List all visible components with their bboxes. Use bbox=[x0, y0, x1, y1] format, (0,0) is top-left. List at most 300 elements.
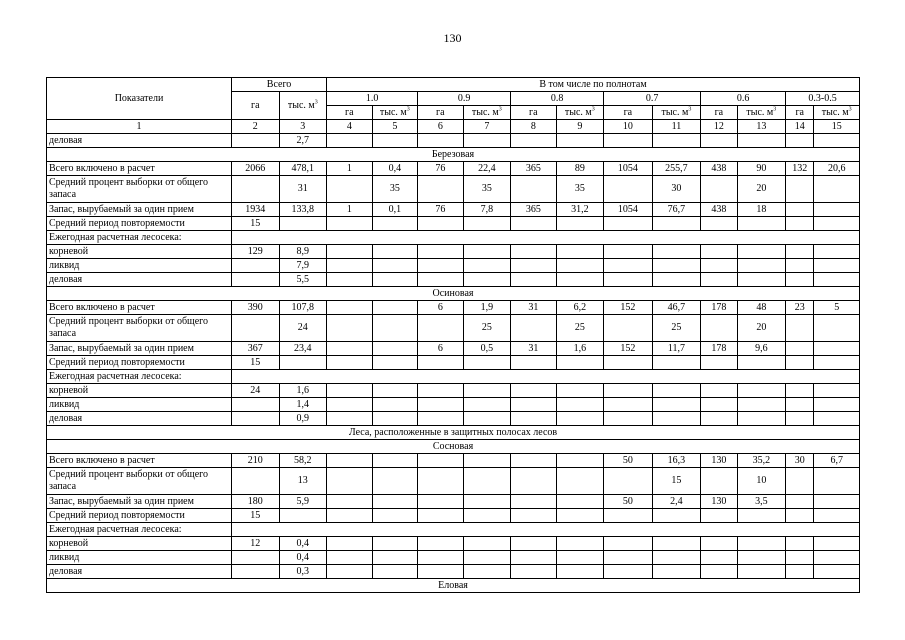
header-by-density: В том числе по полнотам bbox=[327, 78, 860, 92]
table-cell bbox=[327, 537, 373, 551]
table-cell bbox=[511, 384, 557, 398]
table-cell: 22,4 bbox=[463, 162, 511, 176]
table-cell bbox=[327, 398, 373, 412]
table-cell bbox=[786, 342, 814, 356]
table-row bbox=[47, 162, 860, 176]
table-cell: 25 bbox=[463, 315, 511, 342]
table-cell bbox=[463, 551, 511, 565]
section-header-row bbox=[47, 287, 860, 301]
table-cell bbox=[232, 273, 280, 287]
table-cell: 31 bbox=[511, 301, 557, 315]
column-number: 11 bbox=[652, 120, 701, 134]
table-cell bbox=[511, 217, 557, 231]
table-cell bbox=[327, 301, 373, 315]
table-cell: 24 bbox=[232, 384, 280, 398]
table-row bbox=[47, 412, 860, 426]
table-cell bbox=[737, 356, 786, 370]
table-cell bbox=[556, 273, 604, 287]
table-cell: 25 bbox=[556, 315, 604, 342]
table-cell bbox=[556, 412, 604, 426]
table-cell bbox=[604, 398, 653, 412]
table-cell: 76 bbox=[418, 203, 464, 217]
section-header-row bbox=[47, 440, 860, 454]
table-cell: 58,2 bbox=[279, 454, 327, 468]
table-row bbox=[47, 551, 860, 565]
table-cell bbox=[511, 468, 557, 495]
header-unit-ha: га bbox=[327, 106, 373, 120]
table-cell: 3,5 bbox=[737, 495, 786, 509]
table-cell bbox=[786, 203, 814, 217]
table-cell: 10 bbox=[737, 468, 786, 495]
table-cell bbox=[463, 273, 511, 287]
table-cell: 48 bbox=[737, 301, 786, 315]
table-cell bbox=[652, 537, 701, 551]
table-cell bbox=[418, 134, 464, 148]
table-cell: 0,1 bbox=[372, 203, 418, 217]
table-cell bbox=[418, 468, 464, 495]
table-cell: 478,1 bbox=[279, 162, 327, 176]
table-cell bbox=[418, 537, 464, 551]
section-title: Сосновая bbox=[47, 440, 860, 454]
table-cell bbox=[327, 565, 373, 579]
data-table bbox=[46, 77, 860, 593]
table-cell bbox=[652, 384, 701, 398]
table-cell: 178 bbox=[701, 301, 737, 315]
page-number: 130 bbox=[443, 31, 462, 45]
table-cell bbox=[556, 134, 604, 148]
table-cell bbox=[418, 565, 464, 579]
table-cell bbox=[652, 273, 701, 287]
table-cell bbox=[418, 551, 464, 565]
table-cell bbox=[556, 537, 604, 551]
table-cell bbox=[737, 217, 786, 231]
table-cell bbox=[556, 356, 604, 370]
table-cell bbox=[372, 259, 418, 273]
table-cell bbox=[814, 551, 860, 565]
table-cell: 6 bbox=[418, 301, 464, 315]
table-cell bbox=[327, 384, 373, 398]
table-cell bbox=[604, 356, 653, 370]
table-cell bbox=[701, 551, 737, 565]
header-density-2: 0.9 bbox=[418, 92, 511, 106]
table-cell bbox=[701, 384, 737, 398]
table-cell bbox=[279, 509, 327, 523]
table-cell bbox=[786, 509, 814, 523]
table-cell bbox=[737, 245, 786, 259]
table-cell: 76,7 bbox=[652, 203, 701, 217]
table-cell bbox=[652, 217, 701, 231]
table-cell bbox=[604, 273, 653, 287]
table-cell bbox=[418, 259, 464, 273]
table-cell bbox=[327, 509, 373, 523]
table-cell bbox=[737, 398, 786, 412]
table-cell bbox=[786, 565, 814, 579]
table-cell bbox=[463, 217, 511, 231]
table-cell bbox=[786, 315, 814, 342]
table-cell: 15 bbox=[652, 468, 701, 495]
row-label: корневой bbox=[47, 537, 232, 551]
table-cell bbox=[556, 454, 604, 468]
row-label: Всего включено в расчет bbox=[47, 454, 232, 468]
row-label: Ежегодная расчетная лесосека: bbox=[47, 523, 232, 537]
table-cell bbox=[463, 412, 511, 426]
table-cell bbox=[814, 412, 860, 426]
table-cell bbox=[372, 468, 418, 495]
table-cell bbox=[511, 412, 557, 426]
table-cell bbox=[511, 495, 557, 509]
table-cell bbox=[786, 537, 814, 551]
table-cell bbox=[372, 217, 418, 231]
data-table-container bbox=[46, 77, 860, 593]
table-cell bbox=[604, 245, 653, 259]
table-row bbox=[47, 203, 860, 217]
table-cell bbox=[418, 217, 464, 231]
table-cell: 438 bbox=[701, 203, 737, 217]
table-cell bbox=[652, 259, 701, 273]
table-cell bbox=[786, 412, 814, 426]
table-cell: 178 bbox=[701, 342, 737, 356]
table-cell bbox=[604, 134, 653, 148]
table-cell bbox=[232, 565, 280, 579]
header-density-6: 0.3-0.5 bbox=[786, 92, 860, 106]
table-cell bbox=[418, 412, 464, 426]
table-row bbox=[47, 565, 860, 579]
column-number: 1 bbox=[47, 120, 232, 134]
table-cell bbox=[463, 245, 511, 259]
table-cell: 6,2 bbox=[556, 301, 604, 315]
header-unit-volume: тыс. $м^3$ bbox=[737, 106, 786, 120]
table-cell: 1934 bbox=[232, 203, 280, 217]
table-cell bbox=[701, 315, 737, 342]
row-label: Ежегодная расчетная лесосека: bbox=[47, 370, 232, 384]
table-cell: 367 bbox=[232, 342, 280, 356]
table-cell bbox=[463, 565, 511, 579]
column-number: 14 bbox=[786, 120, 814, 134]
table-cell: 107,8 bbox=[279, 301, 327, 315]
table-cell: 12 bbox=[232, 537, 280, 551]
table-cell bbox=[814, 384, 860, 398]
table-cell bbox=[786, 551, 814, 565]
table-row bbox=[47, 537, 860, 551]
table-cell bbox=[511, 134, 557, 148]
table-cell bbox=[372, 537, 418, 551]
table-body bbox=[47, 134, 860, 593]
table-cell bbox=[511, 176, 557, 203]
table-cell bbox=[232, 176, 280, 203]
table-cell: 0,4 bbox=[279, 551, 327, 565]
table-cell: 255,7 bbox=[652, 162, 701, 176]
table-cell bbox=[556, 245, 604, 259]
row-label: Запас, вырубаемый за один прием bbox=[47, 342, 232, 356]
header-unit-volume: тыс. $м^3$ bbox=[652, 106, 701, 120]
table-cell: 13 bbox=[279, 468, 327, 495]
header-unit-volume: тыс. $м^3$ bbox=[463, 106, 511, 120]
table-cell: 35 bbox=[463, 176, 511, 203]
table-cell bbox=[786, 384, 814, 398]
table-cell bbox=[604, 315, 653, 342]
table-cell bbox=[327, 495, 373, 509]
table-cell: 15 bbox=[232, 217, 280, 231]
row-label: деловая bbox=[47, 565, 232, 579]
table-cell bbox=[463, 537, 511, 551]
table-cell bbox=[327, 412, 373, 426]
table-cell bbox=[604, 217, 653, 231]
table-cell bbox=[511, 356, 557, 370]
section-title: Осиновая bbox=[47, 287, 860, 301]
table-cell bbox=[232, 551, 280, 565]
header-density-5: 0.6 bbox=[701, 92, 786, 106]
table-cell bbox=[372, 273, 418, 287]
table-cell bbox=[701, 259, 737, 273]
table-cell: 210 bbox=[232, 454, 280, 468]
table-cell: 35 bbox=[556, 176, 604, 203]
table-cell bbox=[814, 565, 860, 579]
header-unit-ha: га bbox=[604, 106, 653, 120]
table-header bbox=[47, 78, 860, 134]
table-cell bbox=[652, 134, 701, 148]
table-cell bbox=[232, 134, 280, 148]
table-cell bbox=[786, 273, 814, 287]
header-unit-volume: тыс. $м^3$ bbox=[814, 106, 860, 120]
table-cell bbox=[418, 356, 464, 370]
header-unit-ha: га bbox=[786, 106, 814, 120]
table-cell bbox=[372, 412, 418, 426]
header-density-1: 1.0 bbox=[327, 92, 418, 106]
table-cell: 30 bbox=[652, 176, 701, 203]
table-cell bbox=[701, 217, 737, 231]
table-cell bbox=[814, 315, 860, 342]
table-cell bbox=[701, 565, 737, 579]
table-cell bbox=[279, 217, 327, 231]
table-cell bbox=[786, 356, 814, 370]
table-cell: 31,2 bbox=[556, 203, 604, 217]
table-cell: 1 bbox=[327, 203, 373, 217]
row-label: Ежегодная расчетная лесосека: bbox=[47, 231, 232, 245]
table-cell bbox=[604, 537, 653, 551]
column-number: 10 bbox=[604, 120, 653, 134]
header-density-4: 0.7 bbox=[604, 92, 701, 106]
table-cell bbox=[372, 342, 418, 356]
table-cell: 15 bbox=[232, 356, 280, 370]
table-cell bbox=[737, 509, 786, 523]
table-cell: 31 bbox=[279, 176, 327, 203]
table-cell: 20,6 bbox=[814, 162, 860, 176]
table-row bbox=[47, 217, 860, 231]
row-label: корневой bbox=[47, 245, 232, 259]
table-cell bbox=[232, 259, 280, 273]
table-cell: 130 bbox=[701, 495, 737, 509]
table-cell bbox=[327, 217, 373, 231]
table-cell bbox=[463, 495, 511, 509]
table-cell bbox=[701, 398, 737, 412]
table-cell bbox=[701, 134, 737, 148]
section-header-row bbox=[47, 148, 860, 162]
table-cell bbox=[701, 176, 737, 203]
table-cell bbox=[737, 134, 786, 148]
table-cell: 11,7 bbox=[652, 342, 701, 356]
table-cell: 1,9 bbox=[463, 301, 511, 315]
table-cell bbox=[511, 454, 557, 468]
table-cell bbox=[327, 356, 373, 370]
table-cell: 16,3 bbox=[652, 454, 701, 468]
empty-span-cell bbox=[232, 231, 860, 245]
table-cell: 1 bbox=[327, 162, 373, 176]
table-cell bbox=[511, 273, 557, 287]
row-label: ликвид bbox=[47, 398, 232, 412]
table-row bbox=[47, 509, 860, 523]
table-cell bbox=[814, 217, 860, 231]
table-cell bbox=[372, 398, 418, 412]
table-cell bbox=[327, 134, 373, 148]
table-cell: 0,4 bbox=[279, 537, 327, 551]
empty-span-cell bbox=[232, 370, 860, 384]
column-number: 4 bbox=[327, 120, 373, 134]
table-cell bbox=[463, 454, 511, 468]
table-cell bbox=[652, 565, 701, 579]
table-cell bbox=[556, 565, 604, 579]
table-cell bbox=[786, 245, 814, 259]
table-cell bbox=[814, 342, 860, 356]
table-row bbox=[47, 384, 860, 398]
table-cell: 9,6 bbox=[737, 342, 786, 356]
table-cell bbox=[418, 273, 464, 287]
table-row bbox=[47, 468, 860, 495]
header-indicators: Показатели bbox=[47, 78, 232, 120]
table-cell bbox=[556, 217, 604, 231]
table-cell: 23,4 bbox=[279, 342, 327, 356]
table-cell: 0,3 bbox=[279, 565, 327, 579]
table-row bbox=[47, 176, 860, 203]
table-cell: 5,5 bbox=[279, 273, 327, 287]
section-title: Леса, расположенные в защитных полосах лесов bbox=[47, 426, 860, 440]
table-cell bbox=[463, 356, 511, 370]
table-cell bbox=[737, 412, 786, 426]
table-cell bbox=[652, 509, 701, 523]
table-cell: 6,7 bbox=[814, 454, 860, 468]
table-cell: 89 bbox=[556, 162, 604, 176]
table-cell bbox=[511, 259, 557, 273]
row-label: Средний период повторяемости bbox=[47, 356, 232, 370]
table-cell bbox=[556, 398, 604, 412]
table-row bbox=[47, 454, 860, 468]
table-cell bbox=[418, 398, 464, 412]
table-cell: 2,7 bbox=[279, 134, 327, 148]
column-number: 2 bbox=[232, 120, 280, 134]
table-cell: 15 bbox=[232, 509, 280, 523]
table-cell bbox=[279, 356, 327, 370]
table-cell: 46,7 bbox=[652, 301, 701, 315]
table-cell bbox=[372, 356, 418, 370]
table-cell bbox=[737, 551, 786, 565]
group-label-row bbox=[47, 523, 860, 537]
table-cell bbox=[418, 495, 464, 509]
row-label: деловая bbox=[47, 412, 232, 426]
table-cell bbox=[418, 509, 464, 523]
table-cell bbox=[372, 454, 418, 468]
row-label: Средний процент выборки от общего запаса bbox=[47, 176, 232, 203]
table-cell: 7,9 bbox=[279, 259, 327, 273]
column-number: 6 bbox=[418, 120, 464, 134]
table-cell bbox=[327, 468, 373, 495]
section-title: Березовая bbox=[47, 148, 860, 162]
table-cell bbox=[814, 273, 860, 287]
table-cell bbox=[511, 245, 557, 259]
table-cell: 133,8 bbox=[279, 203, 327, 217]
header-column-numbers-row bbox=[47, 120, 860, 134]
table-cell: 438 bbox=[701, 162, 737, 176]
table-cell: 23 bbox=[786, 301, 814, 315]
section-header-row bbox=[47, 579, 860, 593]
table-cell: 1,4 bbox=[279, 398, 327, 412]
table-cell: 1054 bbox=[604, 162, 653, 176]
table-cell bbox=[556, 259, 604, 273]
section-header-row bbox=[47, 426, 860, 440]
table-cell: 7,8 bbox=[463, 203, 511, 217]
header-unit-ha: га bbox=[701, 106, 737, 120]
table-cell bbox=[327, 342, 373, 356]
table-cell: 152 bbox=[604, 342, 653, 356]
table-cell bbox=[652, 356, 701, 370]
row-label: корневой bbox=[47, 384, 232, 398]
table-cell bbox=[418, 454, 464, 468]
table-cell bbox=[327, 176, 373, 203]
table-cell bbox=[814, 509, 860, 523]
table-cell bbox=[737, 384, 786, 398]
table-cell bbox=[327, 273, 373, 287]
table-row bbox=[47, 245, 860, 259]
group-label-row bbox=[47, 231, 860, 245]
row-label: ликвид bbox=[47, 551, 232, 565]
table-cell: 90 bbox=[737, 162, 786, 176]
table-cell: 35 bbox=[372, 176, 418, 203]
table-cell bbox=[463, 468, 511, 495]
table-cell: 5,9 bbox=[279, 495, 327, 509]
table-cell bbox=[511, 537, 557, 551]
table-cell bbox=[701, 273, 737, 287]
table-cell bbox=[232, 468, 280, 495]
table-cell: 50 bbox=[604, 495, 653, 509]
table-cell bbox=[604, 384, 653, 398]
table-cell bbox=[327, 259, 373, 273]
table-cell: 130 bbox=[701, 454, 737, 468]
section-title: Еловая bbox=[47, 579, 860, 593]
row-label: Всего включено в расчет bbox=[47, 301, 232, 315]
table-cell: 365 bbox=[511, 203, 557, 217]
column-number: 15 bbox=[814, 120, 860, 134]
column-number: 3 bbox=[279, 120, 327, 134]
table-cell bbox=[604, 468, 653, 495]
table-cell bbox=[556, 384, 604, 398]
table-cell: 129 bbox=[232, 245, 280, 259]
header-total-ha: га bbox=[232, 92, 280, 120]
table-cell bbox=[372, 565, 418, 579]
table-row bbox=[47, 134, 860, 148]
table-cell bbox=[814, 245, 860, 259]
group-label-row bbox=[47, 370, 860, 384]
table-cell bbox=[511, 398, 557, 412]
table-cell bbox=[232, 398, 280, 412]
table-cell bbox=[463, 398, 511, 412]
table-cell bbox=[372, 509, 418, 523]
table-cell bbox=[604, 259, 653, 273]
table-row bbox=[47, 315, 860, 342]
table-cell: 152 bbox=[604, 301, 653, 315]
table-cell bbox=[701, 509, 737, 523]
table-cell bbox=[786, 259, 814, 273]
table-cell bbox=[652, 398, 701, 412]
table-cell: 132 bbox=[786, 162, 814, 176]
table-row bbox=[47, 301, 860, 315]
